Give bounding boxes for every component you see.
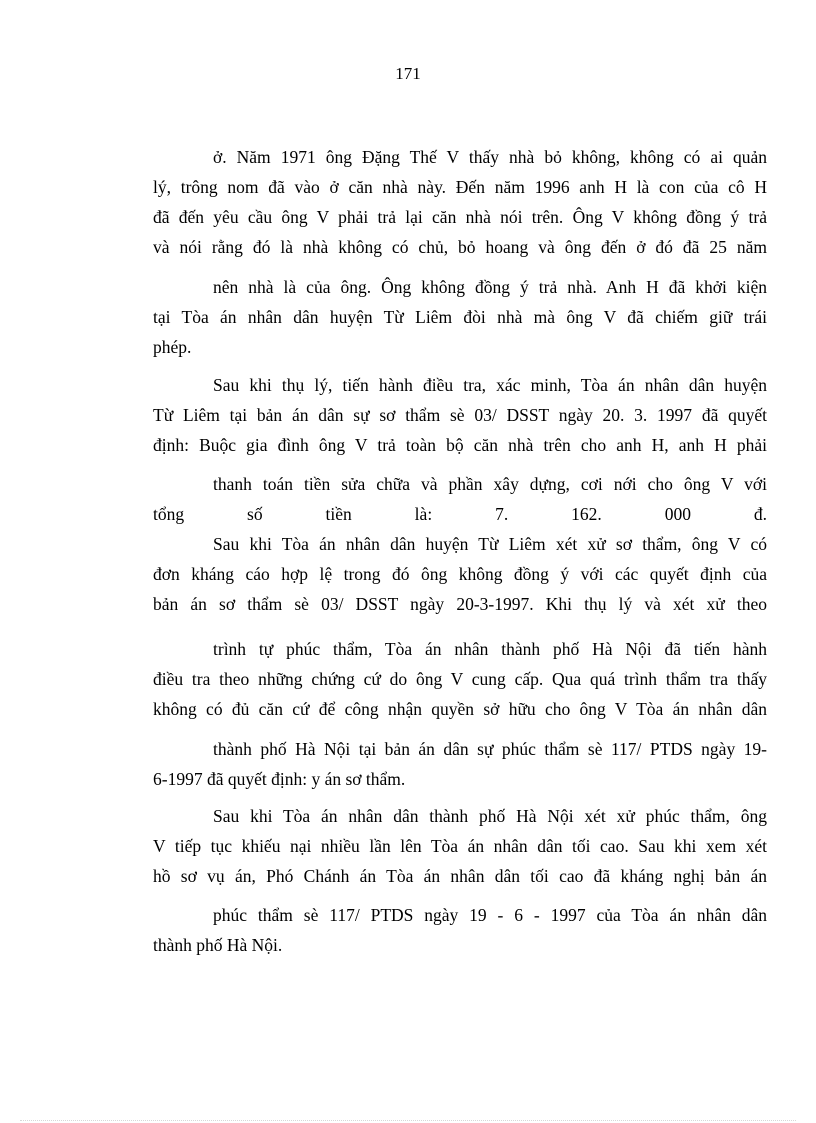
text-line: điều tra theo những chứng cứ do ông V cung cấp. Qua quá trình thẩm tra thấy <box>153 669 767 689</box>
text-line: bản án sơ thẩm sè 03/ DSST ngày 20-3-1997. Khi thụ lý và xét xử theo <box>153 594 767 614</box>
text-line: tổng số tiền là: 7. 162. 000 đ. <box>153 504 767 524</box>
paragraph-8 <box>153 900 767 960</box>
text-line: thành phố Hà Nội tại bản án dân sự phúc thẩm sè 117/ PTDS ngày 19- <box>213 739 767 759</box>
paragraph-1 <box>153 142 767 262</box>
text-line: không có đủ căn cứ để công nhận quyền sở hữu cho ông V Tòa án nhân dân <box>153 699 767 719</box>
text-line: đã đến yêu cầu ông V phải trả lại căn nhà nói trên. Ông V không đồng ý trả <box>153 207 767 227</box>
paragraph-5 <box>153 634 767 724</box>
paragraph-2 <box>153 272 767 362</box>
text-line: tại Tòa án nhân dân huyện Từ Liêm đòi nhà mà ông V đã chiếm giữ trái <box>153 307 767 327</box>
text-line: Từ Liêm tại bản án dân sự sơ thẩm sè 03/ DSST ngày 20. 3. 1997 đã quyết <box>153 405 767 425</box>
text-line: V tiếp tục khiếu nại nhiều lần lên Tòa án nhân dân tối cao. Sau khi xem xét <box>153 836 767 856</box>
footer-divider <box>20 1120 796 1121</box>
text-line: đơn kháng cáo hợp lệ trong đó ông không đồng ý với các quyết định của <box>153 564 767 584</box>
text-line: Sau khi thụ lý, tiến hành điều tra, xác minh, Tòa án nhân dân huyện <box>213 375 767 395</box>
text-line: phép. <box>153 337 192 357</box>
page-number: 171 <box>395 64 421 83</box>
text-line: thành phố Hà Nội. <box>153 935 283 955</box>
text-line: định: Buộc gia đình ông V trả toàn bộ căn nhà trên cho anh H, anh H phải <box>153 435 767 455</box>
text-line: ở. Năm 1971 ông Đặng Thế V thấy nhà bỏ không, không có ai quản <box>213 147 767 167</box>
text-line: Sau khi Tòa án nhân dân thành phố Hà Nội xét xử phúc thẩm, ông <box>213 806 767 826</box>
paragraph-4 <box>153 469 767 619</box>
text-line: thanh toán tiền sửa chữa và phần xây dựng, cơi nới cho ông V với <box>213 474 767 494</box>
text-line: 6-1997 đã quyết định: y án sơ thẩm. <box>153 769 406 789</box>
paragraph-3 <box>153 370 767 460</box>
text-line: phúc thẩm sè 117/ PTDS ngày 19 - 6 - 1997 của Tòa án nhân dân <box>213 905 767 925</box>
text-line: lý, trông nom đã vào ở căn nhà này. Đến năm 1996 anh H là con của cô H <box>153 177 767 197</box>
text-line: trình tự phúc thẩm, Tòa án nhân thành phố Hà Nội đã tiến hành <box>213 639 767 659</box>
text-line: nên nhà là của ông. Ông không đồng ý trả nhà. Anh H đã khởi kiện <box>213 277 767 297</box>
paragraph-6 <box>153 734 767 794</box>
paragraph-7 <box>153 801 767 891</box>
text-line: Sau khi Tòa án nhân dân huyện Từ Liêm xét xử sơ thẩm, ông V có <box>213 534 767 554</box>
text-line: và nói rằng đó là nhà không có chủ, bỏ hoang và ông đến ở đó đã 25 năm <box>153 237 767 257</box>
text-line: hồ sơ vụ án, Phó Chánh án Tòa án nhân dân tối cao đã kháng nghị bản án <box>153 866 767 886</box>
